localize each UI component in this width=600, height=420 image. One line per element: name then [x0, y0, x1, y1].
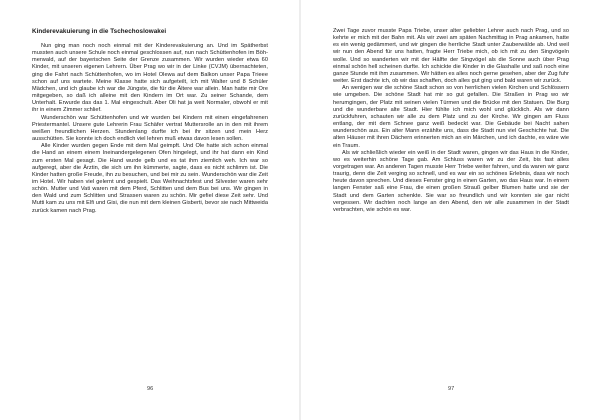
left-page-text — [32, 28, 268, 215]
left-page-number: 96 — [147, 386, 154, 392]
chapter-title: Kinderevakuierung in die Tschechoslowakei — [32, 28, 167, 35]
left-paragraph-3: Alle Kinder wurden gegen Ende mit dem Mal geimpft. Und Ole hatte sich schon einmal die Hand an einem einem Ineinandergelegenen Ofen hingelegt, und ihr hat dann ein Kind zum ersten Mal gesagt. Die Hand wurde gelb und es tat ihm ziemlich weh. Ich war so aufgeregt, aber die Ärztin, die sich um ihn kümmerte, sagte, dass es nicht schlimm ist. Die Kinder hatten große Freude, ihn zu besuchen, und bei mir zu sein. Wunderschön war die Zeit im Hotel. Wir haben viel gelernt und gespielt. Das Weihnachtsfest und Silvester waren sehr schön. Mutter und Vati waren mit dem Pferd, Schlitten und dem Bus bei uns. Wir gingen in den Wald und zum Schlitten und Strassen waren zu schön. Mir gefiel diese Zeit sehr. Und Mutti kam zu uns mit Elfi und Gisi, die nun mit dem kleinen Gisberti, bevor sie nach Mittweida zurück kamen nach Prag. — [32, 143, 268, 214]
left-paragraph-2: Wunderschön war Schüttenhofen und wir wurden bei Kindern mit einen eingefahrenen Priestermantel. Unsere gute Lehrerin Frau Schäfer vertrat Muttersrolle an in den mit ihrem weißen freundlichen Herzen. Stundenlang durfte ich bei ihr sitzen und mein Herz ausschütten. Sie konnte ich doch endlich viel lehren muß etwas davon lesen sollen. — [32, 114, 268, 143]
right-page-number: 97 — [448, 386, 455, 392]
right-paragraph-1: Zwei Tage zuvor musste Papa Triebe, unser alter geliebter Lehrer auch nach Prag, und so kehrte er mich mit der Bahn mit. Als wir zwei am späten Nachmittag in Prag ankamen, hatte es ein wenig gedämmert, und wir gingen die herrliche Stadt unter Zauberwälde ab. Und weil wir nun den Abend für uns hatten, fragte Herr Triebe mich, ob ich mit zu den Singvögeln wolle. Und so wanderten wir mit der Hälfte der Singvögel als die Sonne auch über Prag einmal schön hell scheinen durfte. Ich schickte die Kinder in die Glashalle und saß noch eine ganze Stunde mit ihm zusammen. Wir hätten es alles noch gerne gesehen, aber der Zug fuhr weiter. Erst dachte ich, ob wir das schaffen, doch alles gut ging und bald waren wir zurück. — [333, 28, 569, 85]
right-paragraph-3: Als wir schließlich wieder ein weiß in der Stadt waren, gingen wir das Haus in die Kinder, wo es weiterhin schöne Tage gab. Am Schluss waren wir zu der Zeit, bis fast alles vorgetragen war. An anderen Tagen musste Herr Triebe weiter fahren, und da waren wir ganz traurig, denn die Zeit verging so schnell, und es war ein so schönes Erlebnis, dass wir noch heute davon sprechen. Und dieses Fenster ging in einen Garten, wo das Haus war. In einem langen Fenster saß eine Frau, die einen großen Strauß gelber Blumen hatte und sie der Stadt und dem Garten schenkte. Sie war so freundlich und wir konnten sie gar nicht vergessen. Wir dachten noch lange an den Abend, den wir alle zusammen in der Stadt verbrachten, wie schön es war. — [333, 149, 569, 213]
right-paragraph-2: An wenigen war die schöne Stadt schon so von herrlichen vielen Kirchen und Schlössern wie umgeben. Die schöne Stadt hat mir so gut gefallen. Die Straßen in Prag wo wir herumgingen, der Platz mit seinen vielen Türmen und die Brücke mit den Statuen. Die Burg und die wunderbare alte Stadt. Hier fühlte ich mich wohl und glücklich. Als wir dann zurückfuhren, schauten wir alle zu dem Platz und zu der Kirche. Wir gingen am Fluss entlang, der mit dem Schnee ganz weiß bedeckt war. Die Gebäude bei Nacht sahen wunderschön aus. Ein alter Mann erzählte uns, dass die Stadt nun viel Geschichte hat. Die alten Häuser mit ihren Dächern erinnerten mich an ein Märchen, und ich dachte, es wäre wie ein Traum. — [333, 85, 569, 149]
right-page — [300, 0, 600, 420]
right-page-text — [333, 28, 569, 214]
left-paragraph-1: Nun ging man noch noch einmal mit der Kinderevakuierung an. Und im Spätherbst mussten auch unsere Schule noch einmal geschlossen auf, nun nach Schüttenhofen im Böhmerwald, auf der bayerischen Seite der Grenze zusammen. Wir wurden wieder etwa 60 Kinder, mit unseren eigenen Lehrern. Über Prag wo wir in der Linke (CVJM) übernachteten, ging die Fahrt nach Schüttenhofen, wo im Hotel Olewa auf dem Balkon unser Papa Trieee schon auf uns wartete. Meine Klasse hatte sich aufgeteilt, ich mit Walter und 8 Schüler Mädchen, und ich glaube ich war die Jüngste, die für die Ältere war allein. Man hatte mir Ore mitgegeben, so daß ich alleine mit den Kindern im Ort war. Zu seiner Schande, dem Unterhalt. Erwurde das das 1. Mal eingeschult. Aber Oli hat ja weit Normaler, obwohl er mit ihr in einem Zimmer schlief. — [32, 43, 268, 114]
